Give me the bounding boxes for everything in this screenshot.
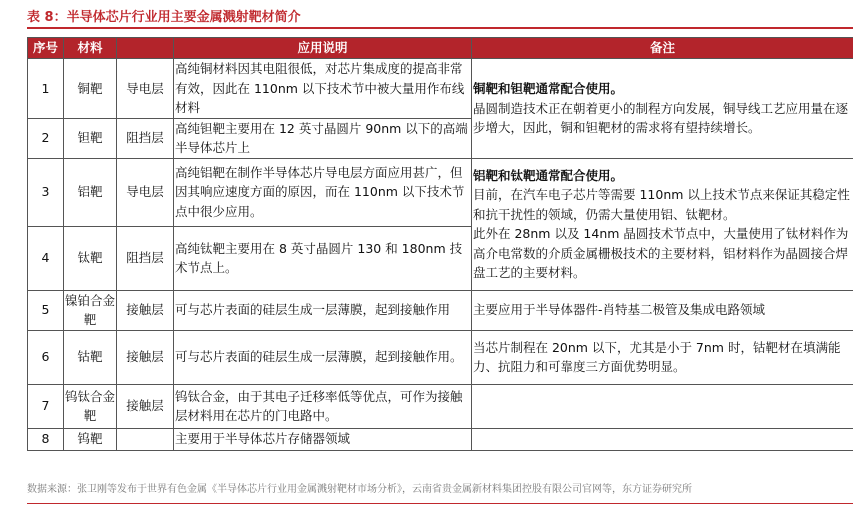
row-layer: 导电层 — [117, 158, 174, 226]
header-material: 材料 — [64, 38, 117, 59]
row-no: 2 — [28, 118, 64, 158]
row-no: 5 — [28, 290, 64, 330]
table-row — [28, 428, 853, 450]
table-row — [28, 384, 853, 428]
row-material: 铜靶 — [64, 59, 117, 119]
table-title: 表 8：半导体芯片行业用主要金属溅射靶材简介 — [27, 10, 301, 25]
note-aluminum-titanium-text2: 此外在 28nm 以及 14nm 晶圆技术节点中，大量使用了钛材料作为高介电常数的介质金属栅极技术的主要材料，铝材料作为晶圆接合焊盘工艺的主要材料。 — [473, 226, 849, 280]
row-no: 6 — [28, 330, 64, 384]
note-aluminum-titanium-text1: 目前，在汽车电子芯片等需要 110nm 以上技术节点来保证其稳定性和抗干扰性的领域，仍需大量使用铝、钛靶材。 — [473, 187, 850, 222]
row-layer: 阻挡层 — [117, 118, 174, 158]
row-layer: 阻挡层 — [117, 226, 174, 290]
table-row — [28, 290, 853, 330]
note-aluminum-titanium-title: 铝靶和钛靶通常配合使用。 — [473, 167, 624, 183]
note-empty — [472, 428, 853, 450]
row-material: 钛靶 — [64, 226, 117, 290]
note-copper-tantalum — [472, 59, 853, 159]
header-notes: 备注 — [472, 38, 853, 59]
row-description: 高纯铜材料因其电阻很低，对芯片集成度的提高非常有效，因此在 110nm 以下技术节中被大量用作布线材料 — [174, 59, 472, 119]
row-no: 3 — [28, 158, 64, 226]
note-empty — [472, 384, 853, 428]
row-material: 钽靶 — [64, 118, 117, 158]
table-row — [28, 59, 853, 119]
note-copper-tantalum-title: 铜靶和钽靶通常配合使用。 — [473, 81, 624, 96]
data-source: 数据来源：张卫刚等发布于世界有色金属《半导体芯片行业用金属溅射靶材市场分析》，云南省贵金属新材料集团控股有限公司官网等，东方证券研究所 — [27, 484, 692, 495]
note-nickel-platinum: 主要应用于半导体器件-肖特基二极管及集成电路领域 — [472, 290, 853, 330]
row-layer: 接触层 — [117, 384, 174, 428]
row-description: 高纯铝靶在制作半导体芯片导电层方面应用甚广，但因其响应速度方面的原因，而在 110nm 以下技术节点中很少应用。 — [174, 158, 472, 226]
row-description: 可与芯片表面的硅层生成一层薄膜，起到接触作用 — [174, 290, 472, 330]
row-layer: 导电层 — [117, 59, 174, 119]
row-description: 高纯钛靶主要用在 8 英寸晶圆片 130 和 180nm 技术节点上。 — [174, 226, 472, 290]
row-description: 钨钛合金，由于其电子迁移率低等优点，可作为接触层材料用在芯片的门电路中。 — [174, 384, 472, 428]
row-no: 1 — [28, 59, 64, 119]
row-layer: 接触层 — [117, 290, 174, 330]
table-header-row — [28, 38, 853, 59]
row-material: 钨钛合金靶 — [64, 384, 117, 428]
header-layer — [117, 38, 174, 59]
row-layer — [117, 428, 174, 450]
row-description: 可与芯片表面的硅层生成一层薄膜，起到接触作用。 — [174, 330, 472, 384]
note-copper-tantalum-text: 晶圆制造技术正在朝着更小的制程方向发展，铜导线工艺应用量在逐步增大，因此，铜和钽靶材的需求将有望持续增长。 — [473, 100, 849, 135]
table-row — [28, 330, 853, 384]
row-material: 铝靶 — [64, 158, 117, 226]
header-no: 序号 — [28, 38, 64, 59]
row-description: 高纯钽靶主要用在 12 英寸晶圆片 90nm 以下的高端半导体芯片上 — [174, 118, 472, 158]
row-material: 钨靶 — [64, 428, 117, 450]
row-material: 钴靶 — [64, 330, 117, 384]
row-layer: 接触层 — [117, 330, 174, 384]
bottom-divider — [27, 503, 853, 504]
row-no: 8 — [28, 428, 64, 450]
row-no: 7 — [28, 384, 64, 428]
row-material: 镍铂合金靶 — [64, 290, 117, 330]
row-description: 主要用于半导体芯片存储器领域 — [174, 428, 472, 450]
table-row — [28, 158, 853, 226]
targets-table — [27, 37, 853, 451]
note-aluminum-titanium — [472, 158, 853, 290]
header-description: 应用说明 — [174, 38, 472, 59]
row-no: 4 — [28, 226, 64, 290]
title-divider — [27, 27, 853, 29]
note-cobalt: 当芯片制程在 20nm 以下，尤其是小于 7nm 时，钴靶材在填满能力、抗阻力和可靠度三方面优势明显。 — [472, 330, 853, 384]
